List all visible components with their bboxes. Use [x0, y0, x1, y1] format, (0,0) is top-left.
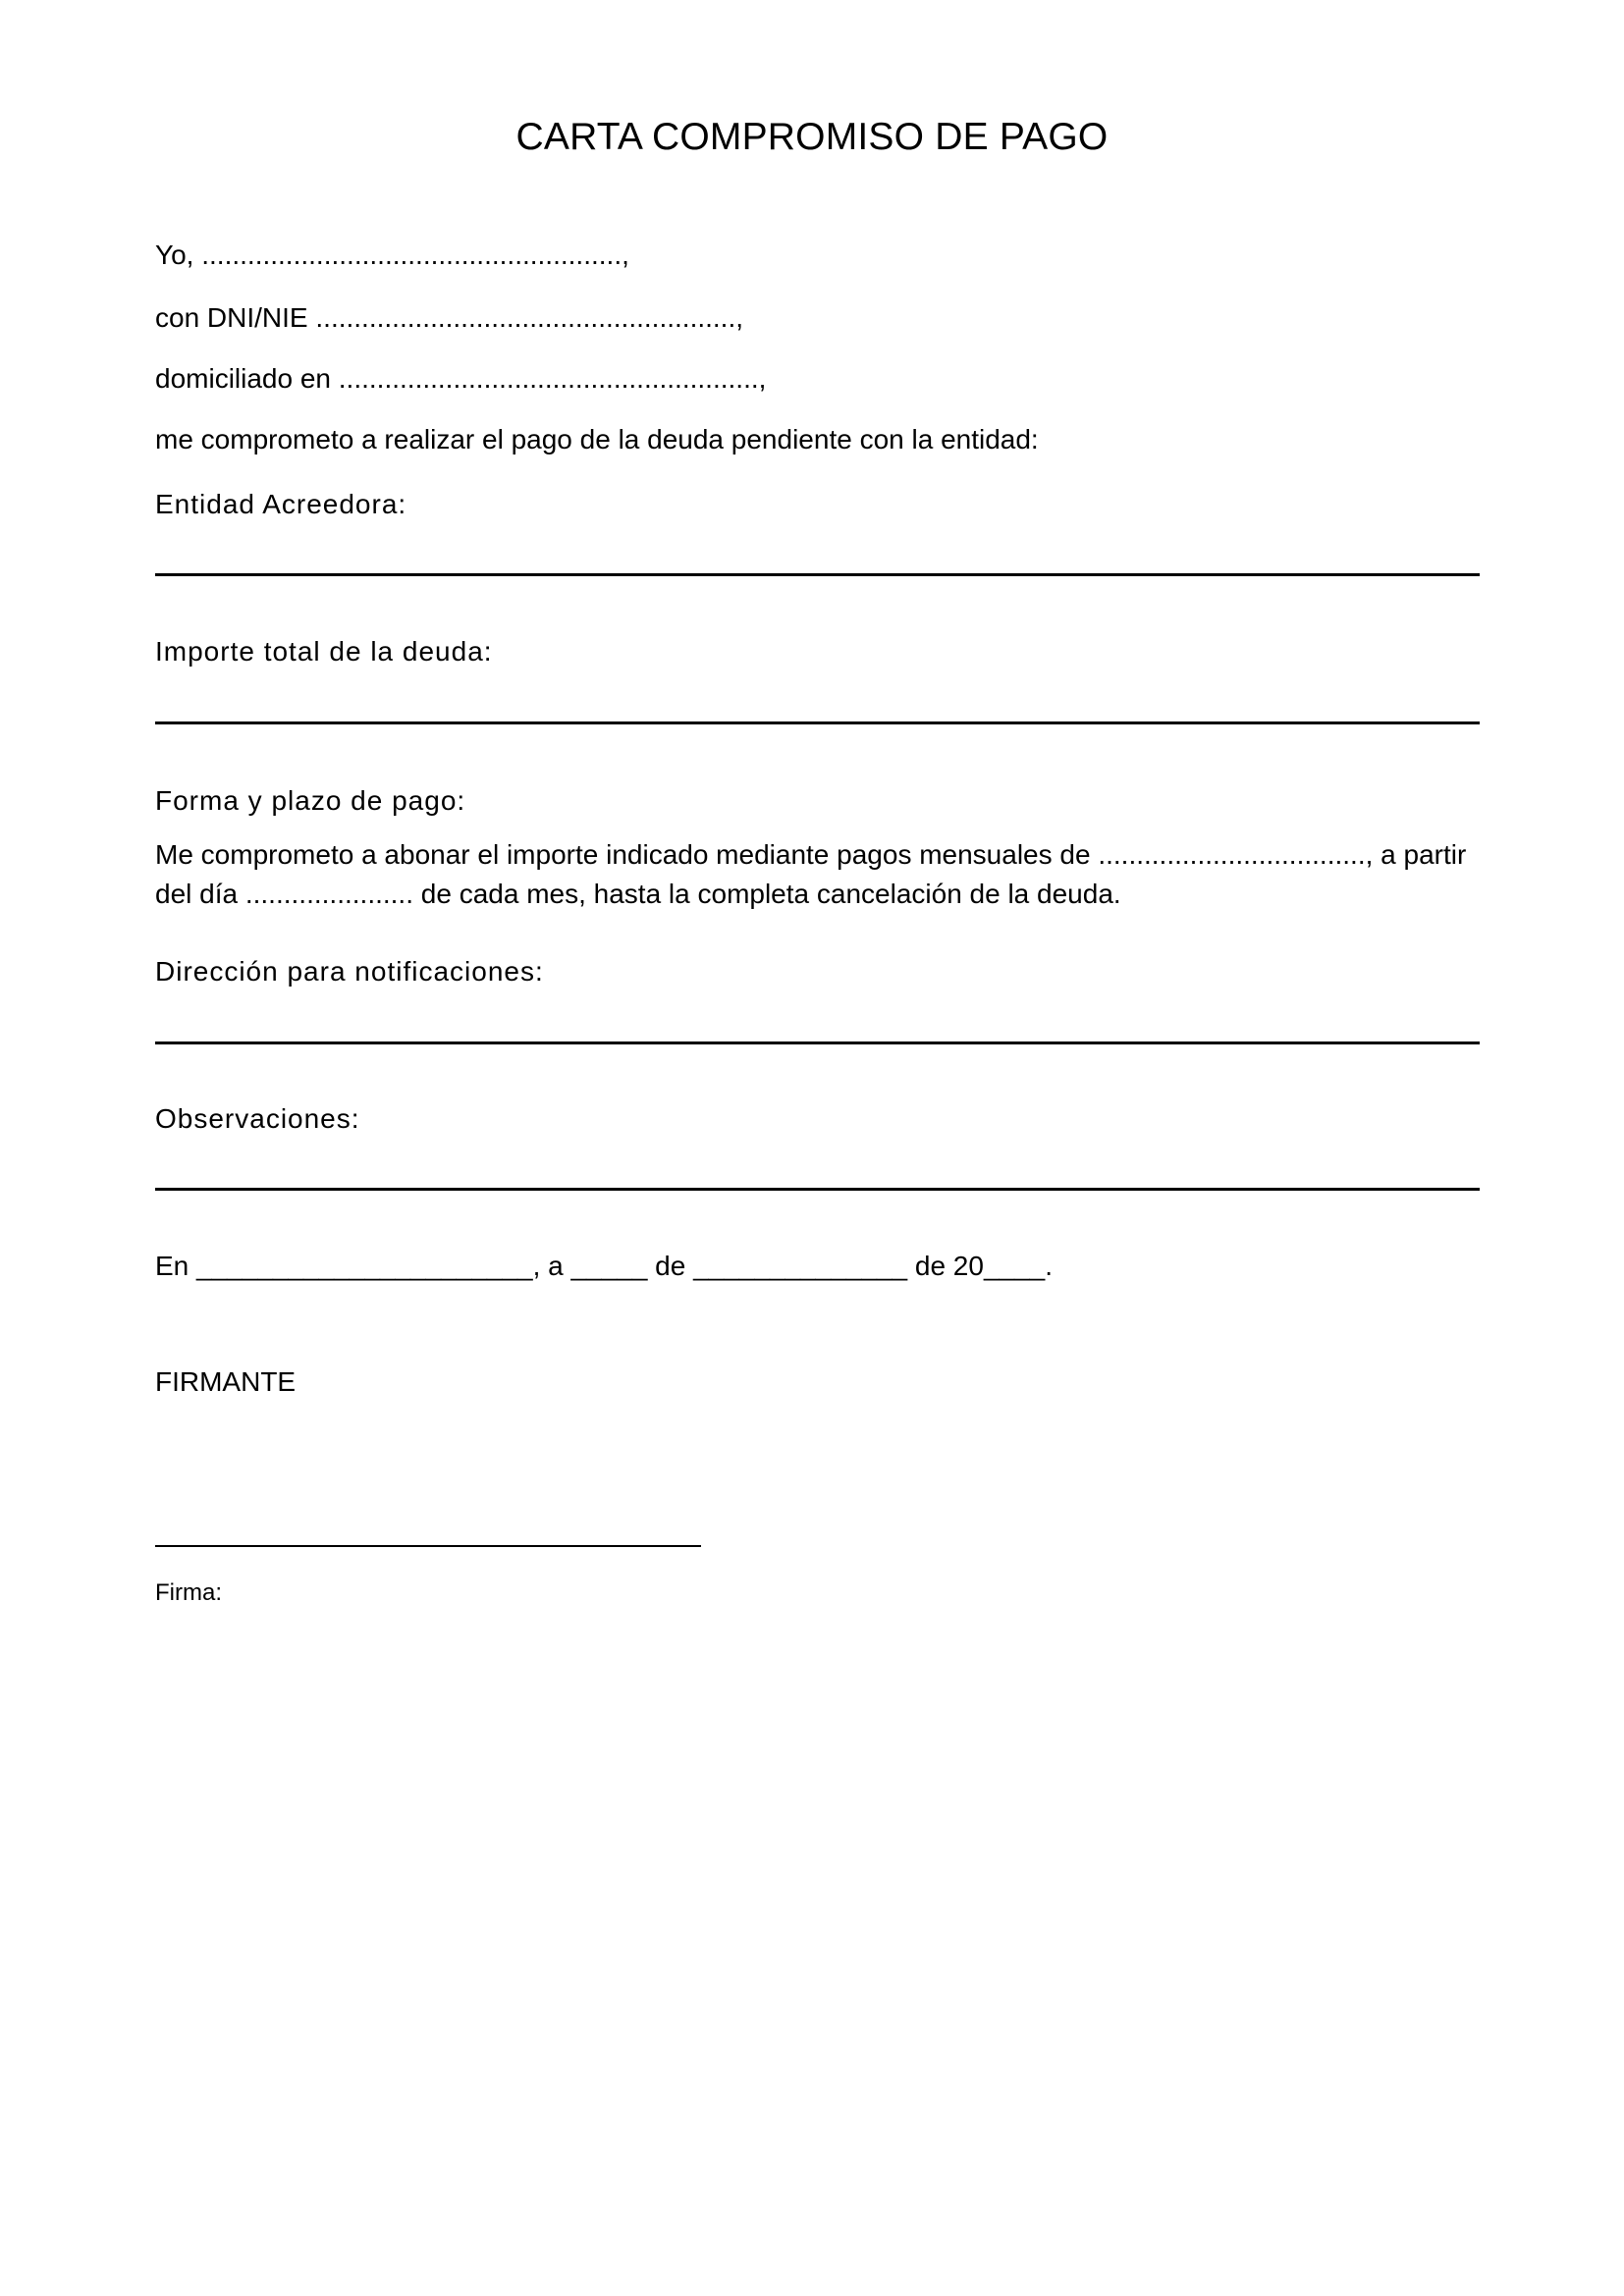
- importe-total-fill-line: [155, 721, 1480, 724]
- document-title: CARTA COMPROMISO DE PAGO: [515, 116, 1109, 158]
- intro-line-dni: con DNI/NIE .......................................................,: [155, 302, 744, 333]
- observaciones-fill-line: [155, 1188, 1480, 1191]
- place-date-line: En ______________________, a _____ de ______________ de 20____.: [155, 1251, 1054, 1281]
- intro-line-address: domiciliado en .......................................................,: [155, 363, 767, 394]
- direccion-notificaciones-fill-line: [155, 1041, 1480, 1044]
- entidad-acreedora-fill-line: [155, 573, 1480, 576]
- direccion-notificaciones-label: Dirección para notificaciones:: [155, 956, 544, 987]
- signature-line: [155, 1545, 701, 1547]
- entidad-acreedora-label: Entidad Acreedora:: [155, 489, 407, 519]
- forma-plazo-label: Forma y plazo de pago:: [155, 785, 466, 816]
- intro-line-commitment: me comprometo a realizar el pago de la deuda pendiente con la entidad:: [155, 424, 1039, 454]
- observaciones-label: Observaciones:: [155, 1103, 360, 1134]
- firma-label: Firma:: [155, 1579, 222, 1606]
- firmante-label: FIRMANTE: [155, 1366, 297, 1397]
- intro-line-name: Yo, .......................................................,: [155, 240, 629, 270]
- forma-plazo-paragraph: Me comprometo a abonar el importe indicado mediante pagos mensuales de ..................................., a partir del día ...................... de cada mes, hasta la completa cancelación de la deuda.: [155, 839, 1467, 909]
- importe-total-label: Importe total de la deuda:: [155, 636, 493, 667]
